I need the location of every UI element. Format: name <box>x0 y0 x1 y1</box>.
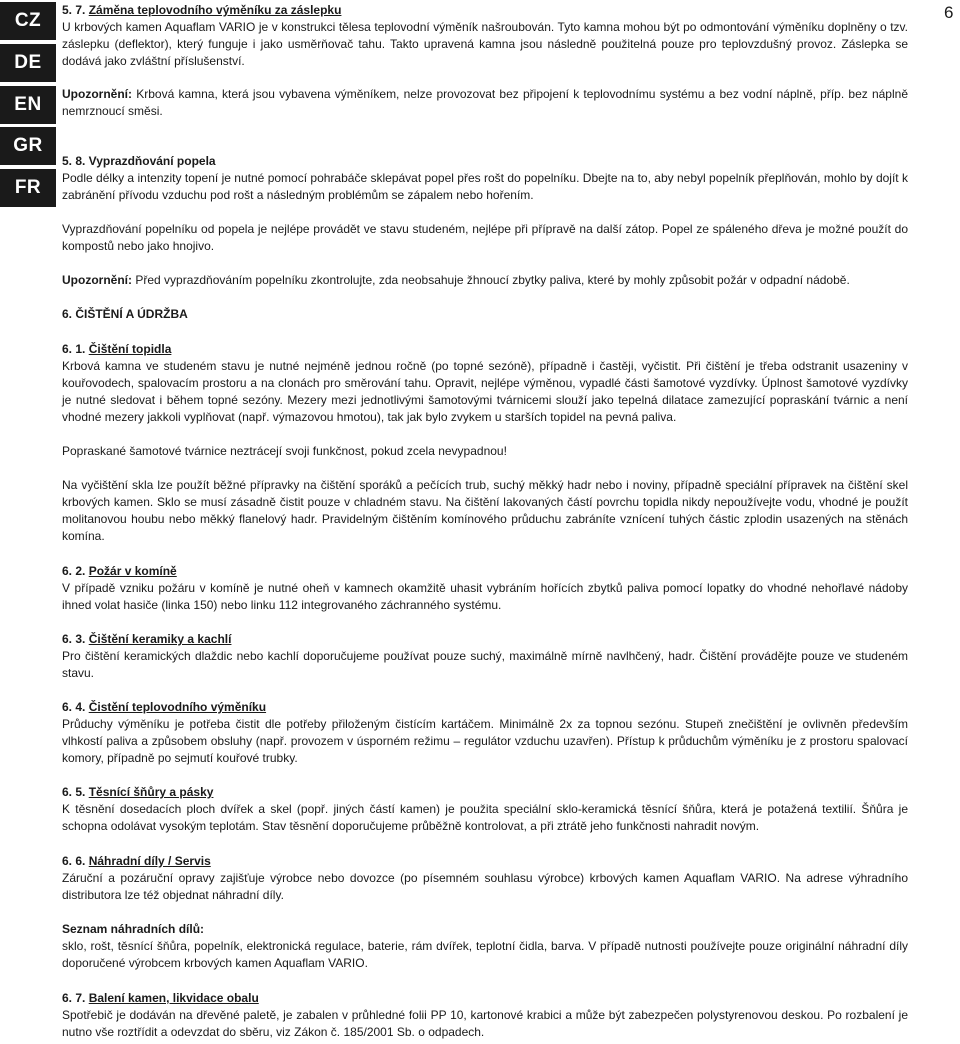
paragraph: Popraskané šamotové tvárnice neztrácejí svoji funkčnost, pokud zcela nevypadnou! <box>62 444 507 458</box>
paragraph: V případě vzniku požáru v komíně je nutné oheň v kamnech okamžitě uhasit vybráním hořících zbytků paliva pomocí lopatky do vhodné nehořlavé nádoby ihned volat hasiče (linka 150) nebo linku 112 integrovaného záchranného systému. <box>62 581 908 612</box>
lang-tab-de[interactable]: DE <box>0 44 56 82</box>
section-6-7 <box>62 990 908 1041</box>
section-heading <box>62 563 908 580</box>
section-number: 6. 5. <box>62 785 86 799</box>
section-number: 5. 7. <box>62 3 86 17</box>
paragraph: Krbová kamna ve studeném stavu je nutné nejméně jednou ročně (po topné sezóně), případně i častěji, vyčistit. Při čištění je třeba odstranit usazeniny v kouřovodech, spalovacím prostoru a na clonách pro směrování tahu. Opravit, nejlépe výměnou, vypadlé části šamotové vyzdívky. Úplnost šamotové vyzdívky je nutné sledovat i během topné sezóny. Mezery mezi jednotlivými šamotovými tvárnicemi slouží jako tepelná dilatace zamezující popraskání tvárnic a není vhodné mezery jakkoli vyplňovat (např. výmazovou hmotou), tak jak bylo zvykem u starších topidel na pevná paliva. <box>62 359 908 424</box>
section-title: Balení kamen, likvidace obalu <box>88 991 259 1005</box>
section-6-1 <box>62 341 908 426</box>
page-number: 6 <box>944 3 954 22</box>
section-title: Čištění topidla <box>88 342 172 356</box>
section-heading <box>62 2 908 19</box>
section-number: 6. 4. <box>62 700 86 714</box>
section-title: Těsnící šňůry a pásky <box>88 785 214 799</box>
section-number: 6. 1. <box>62 342 86 356</box>
section-number: 6. 7. <box>62 991 86 1005</box>
spare-parts-list <box>62 921 908 972</box>
warning-text: Před vyprazdňováním popelníku zkontrolujte, zda neobsahuje žhnoucí zbytky paliva, které by mohly způsobit požár v odpadní nádobě. <box>135 273 850 287</box>
section-number: 6. 2. <box>62 564 86 578</box>
paragraph: K těsnění dosedacích ploch dvířek a skel (popř. jiných částí kamen) je použita speciální sklo-keramická těsnící šňůra, která je potažená textilií. Šňůra je schopna odolávat vysokým teplotám. Stav těsnění doporučujeme průběžně kontrolovat, a při ztrátě jeho funkčnosti nahradit novým. <box>62 802 908 833</box>
lang-tab-cz[interactable]: CZ <box>0 2 56 40</box>
paragraph: Spotřebič je dodáván na dřevěné paletě, je zabalen v průhledné folii PP 10, kartonové krabici a může být zabezpečen polystyrenovou deskou. Po rozbalení je nutno vše roztřídit a odevzdat do sběru, viz Zákon č. 185/2001 Sb. o odpadech. <box>62 1008 908 1039</box>
paragraph: Podle délky a intenzity topení je nutné pomocí pohrabáče sklepávat popel přes rošt do popelníku. Dbejte na to, aby nebyl popelník přeplňován, mohlo by dojít k zabránění přívodu vzduchu pod rošt a následným problémům se zápalem nebo hořením. <box>62 171 908 202</box>
chapter-title: 6. ČIŠTĚNÍ A ÚDRŽBA <box>62 307 188 321</box>
paragraph: sklo, rošt, těsnící šňůra, popelník, elektronická regulace, baterie, rám dvířek, teplotní čidla, barva. V případě nutnosti používejte pouze originální náhradní díly doporučené výrobcem krbových kamen Aquaflam VARIO. <box>62 939 908 970</box>
paragraph: Vyprazdňování popelníku od popela je nejlépe provádět ve stavu studeném, nejlépe při přípravě na další zátop. Popel ze spáleného dřeva je možné použít do kompostů nebo jako hnojivo. <box>62 222 908 253</box>
list-title: Seznam náhradních dílů: <box>62 922 205 936</box>
section-title: 5. 8. Vyprazdňování popela <box>62 154 216 168</box>
section-title: Čištění keramiky a kachlí <box>88 632 232 646</box>
warning-note <box>62 272 908 289</box>
section-6-3 <box>62 631 908 682</box>
section-heading <box>62 341 908 358</box>
lang-tab-fr[interactable]: FR <box>0 169 56 207</box>
warning-label: Upozornění: <box>62 87 132 101</box>
section-number: 6. 3. <box>62 632 86 646</box>
section-heading <box>62 853 908 870</box>
warning-text: Krbová kamna, která jsou vybavena výměníkem, nelze provozovat bez připojení k teplovodnímu systému a bez vodní náplně, příp. bez náplně nemrznoucí směsi. <box>62 87 908 118</box>
paragraph: Na vyčištění skla lze použít běžné přípravky na čištění sporáků a pečících trub, suchý měkký hadr nebo i noviny, případně speciální přípravek na čištění skel krbových kamen. Sklo se musí zásadně čistit pouze v chladném stavu. Na čištění lakovaných částí povrchu topidla nikdy nepoužívejte vodu, vhodné je použít molitanovou houbu nebo měkký flanelový hadr. Pravidelným čištěním komínového průduchu zabráníte vznícení tuhých částic zplodin usazených na stěnách komína. <box>62 478 908 543</box>
paragraph: Pro čištění keramických dlaždic nebo kachlí doporučujeme používat pouze suchý, maximálně mírně navlhčený, hadr. Čištění provádějte pouze ve studeném stavu. <box>62 649 908 680</box>
section-5-8 <box>62 153 908 204</box>
paragraph: Záruční a pozáruční opravy zajišťuje výrobce nebo dovozce (po písemném souhlasu výrobce) krbových kamen Aquaflam VARIO. Na adrese výhradního distributora lze též objednat náhradní díly. <box>62 871 908 902</box>
section-6-6 <box>62 853 908 904</box>
paragraph: U krbových kamen Aquaflam VARIO je v konstrukci tělesa teplovodní výměník našroubován. Tyto kamna mohou být po odmontování výměníku doplněny o tzv. záslepku (deflektor), který funguje i jako usměrňovač tahu. Takto upravená kamna jsou následně použitelná pouze pro teplovzdušný provoz. Záslepka se dodává jako zvláštní příslušenství. <box>62 20 908 68</box>
lang-tab-gr[interactable]: GR <box>0 127 56 165</box>
section-title: Čistění teplovodního výměníku <box>88 700 267 714</box>
paragraph: Průduchy výměníku je potřeba čistit dle potřeby přiloženým čistícím kartáčem. Minimálně 2x za topnou sezónu. Stupeň znečištění je ovlivněn především vlhkostí paliva a způsobem obsluhy (např. provozem v úsporném režimu – regulátor vzduchu uzavřen). Přístup k průduchům výměníku je z prostoru spalovací komory, případně po sejmutí kouřové trubky. <box>62 717 908 765</box>
section-6-5 <box>62 784 908 835</box>
section-6-2 <box>62 563 908 614</box>
section-heading <box>62 990 908 1007</box>
section-5-7 <box>62 2 908 70</box>
section-title: Náhradní díly / Servis <box>88 854 211 868</box>
section-heading <box>62 699 908 716</box>
section-number: 6. 6. <box>62 854 86 868</box>
section-heading <box>62 631 908 648</box>
section-heading <box>62 784 908 801</box>
lang-tab-en[interactable]: EN <box>0 86 56 124</box>
warning-label: Upozornění: <box>62 273 132 287</box>
section-title: Požár v komíně <box>88 564 177 578</box>
warning-note <box>62 86 908 120</box>
section-6-4 <box>62 699 908 767</box>
section-title: Záměna teplovodního výměníku za záslepku <box>88 3 342 17</box>
